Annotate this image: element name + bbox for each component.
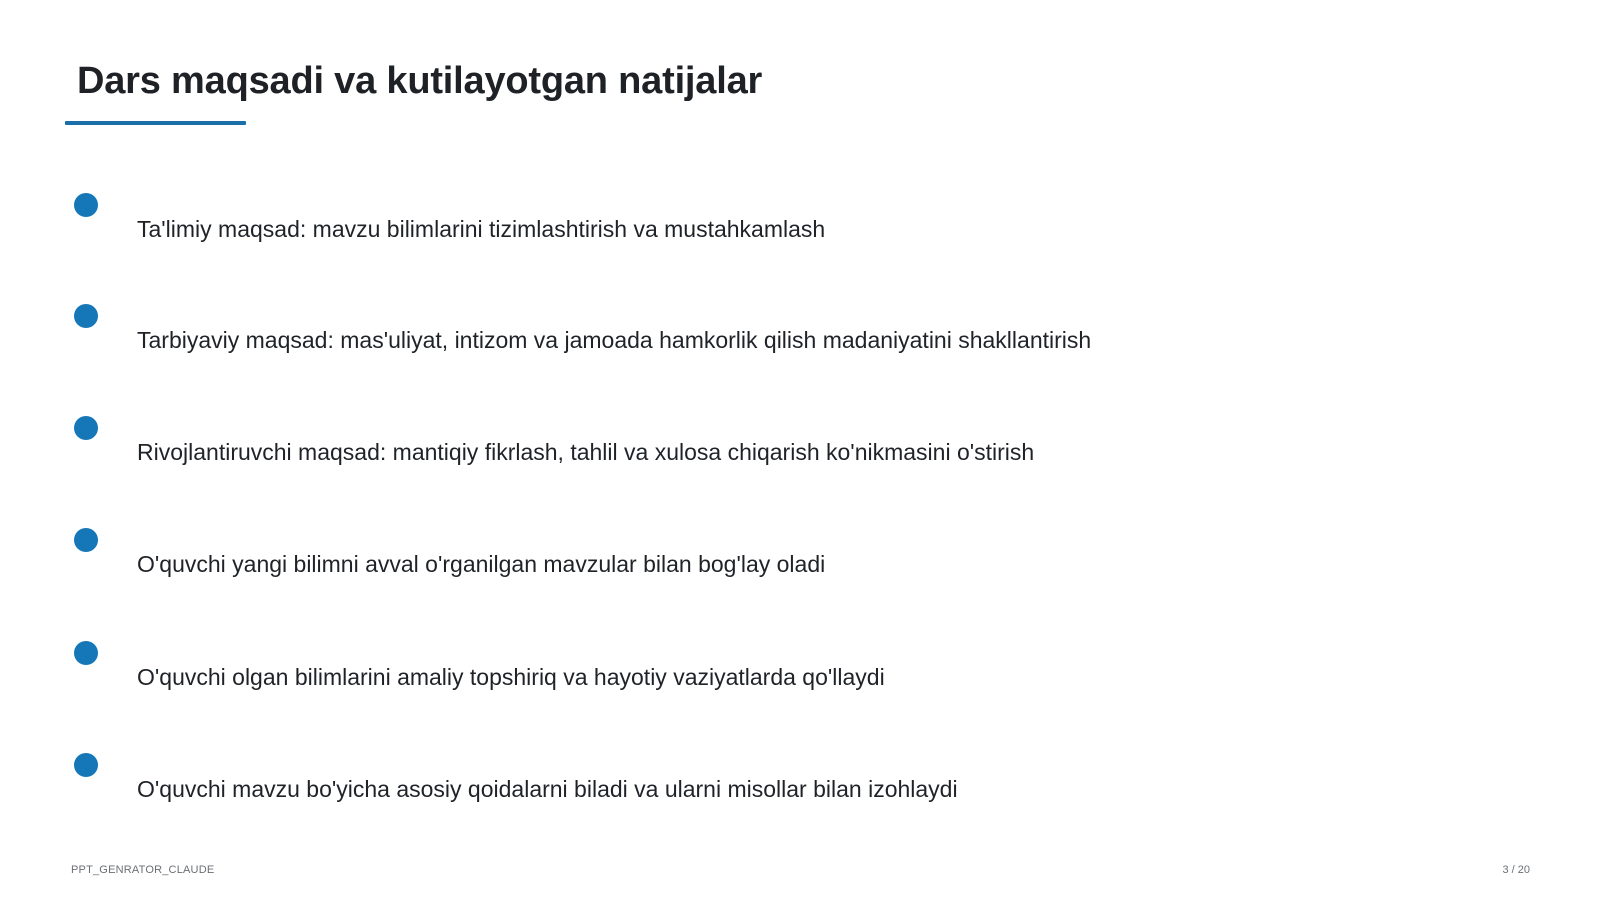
bullet-text: O'quvchi olgan bilimlarini amaliy topshiriq va hayotiy vaziyatlarda qo'llaydi xyxy=(137,664,885,690)
bullet-text: Rivojlantiruvchi maqsad: mantiqiy fikrlash, tahlil va xulosa chiqarish ko'nikmasini o'stirish xyxy=(137,439,1035,465)
bullet-item xyxy=(0,525,1500,585)
title-underline xyxy=(65,121,246,125)
bullet-dot-icon xyxy=(74,528,98,552)
bullet-text: Ta'limiy maqsad: mavzu bilimlarini tizimlashtirish va mustahkamlash xyxy=(137,216,826,242)
bullet-text: Tarbiyaviy maqsad: mas'uliyat, intizom va jamoada hamkorlik qilish madaniyatini shakllantirish xyxy=(137,327,1092,353)
bullet-item xyxy=(0,638,1500,698)
page-number: 3 / 20 xyxy=(1502,864,1530,876)
footer-source: PPT_GENRATOR_CLAUDE xyxy=(71,864,215,876)
bullet-item xyxy=(0,190,1500,250)
bullet-text: O'quvchi mavzu bo'yicha asosiy qoidalarni biladi va ularni misollar bilan izohlaydi xyxy=(137,776,958,802)
bullet-text: O'quvchi yangi bilimni avval o'rganilgan mavzular bilan bog'lay oladi xyxy=(137,551,826,577)
bullet-dot-icon xyxy=(74,304,98,328)
bullet-item xyxy=(0,301,1500,361)
bullet-dot-icon xyxy=(74,416,98,440)
bullet-dot-icon xyxy=(74,641,98,665)
bullet-item xyxy=(0,750,1500,810)
bullet-item xyxy=(0,413,1500,473)
bullet-dot-icon xyxy=(74,193,98,217)
slide-title: Dars maqsadi va kutilayotgan natijalar xyxy=(77,60,763,102)
bullet-dot-icon xyxy=(74,753,98,777)
